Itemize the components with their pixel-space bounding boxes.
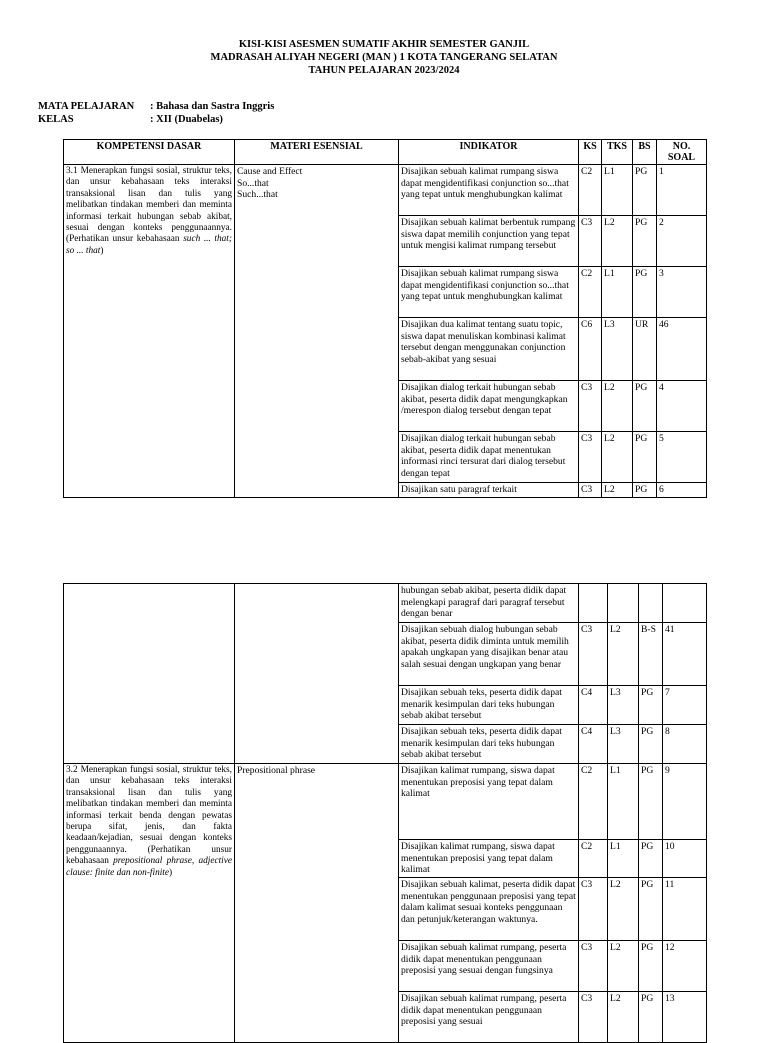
tks-cell: L1 [602,165,633,216]
col-no: NO. SOAL [657,140,707,165]
no-cell: 46 [657,318,707,381]
tks-cell: L2 [608,878,639,941]
materi-line: Cause and Effect [237,166,303,177]
grid-table-page2 [63,583,707,1043]
class-label: KELAS [38,114,74,125]
grid-table-page1 [63,139,707,498]
kd-cell-empty [64,584,235,764]
indikator-cell: Disajikan sebuah kalimat rumpang, peserta didik dapat menentukan penggunaan preposisi yang sesuai dengan fungsinya [399,941,579,992]
tks-cell: L1 [608,840,639,878]
tks-cell: L2 [602,216,633,267]
bs-cell: PG [633,216,657,267]
kd-text: 3.1 Menerapkan fungsi sosial, struktur teks, dan unsur kebahasaan teks interaksi transaksional lisan dan tulis yang melibatkan tindakan memberi dan meminta informasi terkait hubungan sebab akibat, sesuai dengan konteks penggunaannya. (Perhatikan unsur kebahasaan [66,166,232,245]
col-ks: KS [579,140,602,165]
indikator-cell: Disajikan dua kalimat tentang suatu topic, siswa dapat menuliskan kombinasi kalimat tersebut dengan menggunakan conjunction sebab-akibat yang sesuai [399,318,579,381]
ks-cell: C2 [579,267,602,318]
tks-cell: L3 [602,318,633,381]
indikator-cell: Disajikan satu paragraf terkait [399,483,579,498]
col-materi: MATERI ESENSIAL [235,140,399,165]
no-cell: 8 [663,725,707,764]
no-cell: 2 [657,216,707,267]
kd-italic: such ... that; so ... that [66,234,232,256]
no-cell: 11 [663,878,707,941]
materi-line: So...that [237,177,269,189]
col-kd: KOMPETENSI DASAR [64,140,235,165]
indikator-cell: Disajikan sebuah teks, peserta didik dapat menarik kesimpulan dari teks hubungan sebab akibat tersebut [399,686,579,725]
indikator-cell: Disajikan kalimat rumpang, siswa dapat menentukan preposisi yang tepat dalam kalimat [399,840,579,878]
ks-cell: C2 [579,165,602,216]
tks-cell: L2 [608,941,639,992]
kd-text: 3.2 Menerapkan fungsi sosial, struktur teks, dan unsur kebahasaan teks interaksi transaksional lisan dan tulis yang melibatkan tindakan memberi dan meminta informasi terkait benda dengan pewatas berupa sifat, jenis, dan fakta keadaan/kejadian, sesuai dengan konteks penggunaannya. (Perhatikan unsur kebahasaan [66,765,232,867]
tks-cell: L3 [608,686,639,725]
tks-cell: L1 [608,764,639,840]
bs-cell: PG [633,483,657,498]
subject-value: : Bahasa dan Sastra Inggris [150,101,275,112]
header-school: MADRASAH ALIYAH NEGERI (MAN ) 1 KOTA TANGERANG SELATAN [210,52,558,63]
indikator-cell: Disajikan dialog terkait hubungan sebab akibat, peserta didik dapat menentukan informasi rinci tersurat dari dialog tersebut dengan tepat [399,432,579,483]
indikator-cell: Disajikan kalimat rumpang, siswa dapat menentukan preposisi yang tepat dalam kalimat [399,764,579,840]
ks-cell: C3 [579,483,602,498]
bs-cell: UR [633,318,657,381]
no-cell: 9 [663,764,707,840]
ks-cell: C3 [579,878,608,941]
document-meta [38,100,274,126]
header-title: KISI-KISI ASESMEN SUMATIF AKHIR SEMESTER GANJIL [238,39,530,50]
ks-cell [579,584,608,623]
indikator-cell: Disajikan sebuah kalimat rumpang, peserta didik dapat menentukan penggunaan preposisi yang sesuai [399,992,579,1043]
no-cell: 6 [657,483,707,498]
bs-cell [639,584,663,623]
no-cell [663,584,707,623]
table-row [64,764,707,840]
document-header [0,38,768,77]
header-year: TAHUN PELAJARAN 2023/2024 [308,65,460,76]
ks-cell: C3 [579,623,608,686]
no-cell: 7 [663,686,707,725]
indikator-cell: Disajikan sebuah kalimat rumpang siswa dapat mengidentifikasi conjunction so...that yang tepat untuk menghubungkan kalimat [399,267,579,318]
no-cell: 41 [663,623,707,686]
bs-cell: PG [639,992,663,1043]
materi-line: Such...that [237,189,278,201]
ks-cell: C3 [579,381,602,432]
tks-cell: L3 [608,725,639,764]
ks-cell: C2 [579,764,608,840]
materi-cell [235,165,399,498]
materi-cell-empty [235,584,399,764]
no-cell: 10 [663,840,707,878]
ks-cell: C2 [579,840,608,878]
no-cell: 3 [657,267,707,318]
indikator-cell: Disajikan sebuah kalimat, peserta didik dapat menentukan penggunaan preposisi yang tepat dalam kalimat sesuai konteks penggunaan dan petunjuk/keterangan waktunya. [399,878,579,941]
ks-cell: C3 [579,992,608,1043]
tks-cell: L2 [602,483,633,498]
ks-cell: C3 [579,432,602,483]
no-cell: 4 [657,381,707,432]
tks-cell [608,584,639,623]
col-indikator: INDIKATOR [399,140,579,165]
ks-cell: C4 [579,686,608,725]
indikator-cell: Disajikan sebuah kalimat rumpang siswa dapat mengidentifikasi conjunction so...that yang tepat untuk menghubungkan kalimat [399,165,579,216]
kd-end: ) [169,867,173,878]
ks-cell: C3 [579,941,608,992]
tks-cell: L2 [602,381,633,432]
indikator-cell: Disajikan sebuah dialog hubungan sebab akibat, peserta didik diminta untuk memilih apakah ungkapan yang disajikan benar atau salah sesuai dengan ungkapan yang benar [399,623,579,686]
tks-cell: L2 [608,623,639,686]
bs-cell: PG [639,941,663,992]
bs-cell: PG [639,878,663,941]
bs-cell: PG [633,381,657,432]
kd-italic: prepositional phrase, adjective clause: finite dan non-finite [66,856,232,878]
tks-cell: L1 [602,267,633,318]
table-row [64,584,707,623]
bs-cell: B-S [639,623,663,686]
bs-cell: PG [639,686,663,725]
table-row [64,165,707,216]
no-cell: 1 [657,165,707,216]
bs-cell: PG [639,764,663,840]
no-cell: 5 [657,432,707,483]
kd-cell [64,764,235,1043]
col-bs: BS [633,140,657,165]
indikator-cell: Disajikan sebuah teks, peserta didik dapat menarik kesimpulan dari teks hubungan sebab akibat tersebut [399,725,579,764]
bs-cell: PG [633,165,657,216]
bs-cell: PG [633,267,657,318]
kd-end: ) [100,245,104,256]
col-tks: TKS [602,140,633,165]
indikator-cell: Disajikan dialog terkait hubungan sebab akibat, peserta didik dapat mengungkapkan /merespon dialog tersebut dengan tepat [399,381,579,432]
kd-cell [64,165,235,498]
materi-cell: Prepositional phrase [235,764,399,1043]
ks-cell: C3 [579,216,602,267]
ks-cell: C4 [579,725,608,764]
ks-cell: C6 [579,318,602,381]
no-cell: 12 [663,941,707,992]
bs-cell: PG [639,725,663,764]
tks-cell: L2 [602,432,633,483]
bs-cell: PG [633,432,657,483]
indikator-cell: Disajikan sebuah kalimat berbentuk rumpang siswa dapat memilih conjunction yang tepat untuk mengisi kalimat rumpang tersebut [399,216,579,267]
bs-cell: PG [639,840,663,878]
tks-cell: L2 [608,992,639,1043]
indikator-cell: hubungan sebab akibat, peserta didik dapat melengkapi paragraf dari paragraf tersebut dengan benar [399,584,579,623]
class-value: : XII (Duabelas) [150,114,223,125]
subject-label: MATA PELAJARAN [38,101,135,112]
table-header-row [64,140,707,165]
no-cell: 13 [663,992,707,1043]
